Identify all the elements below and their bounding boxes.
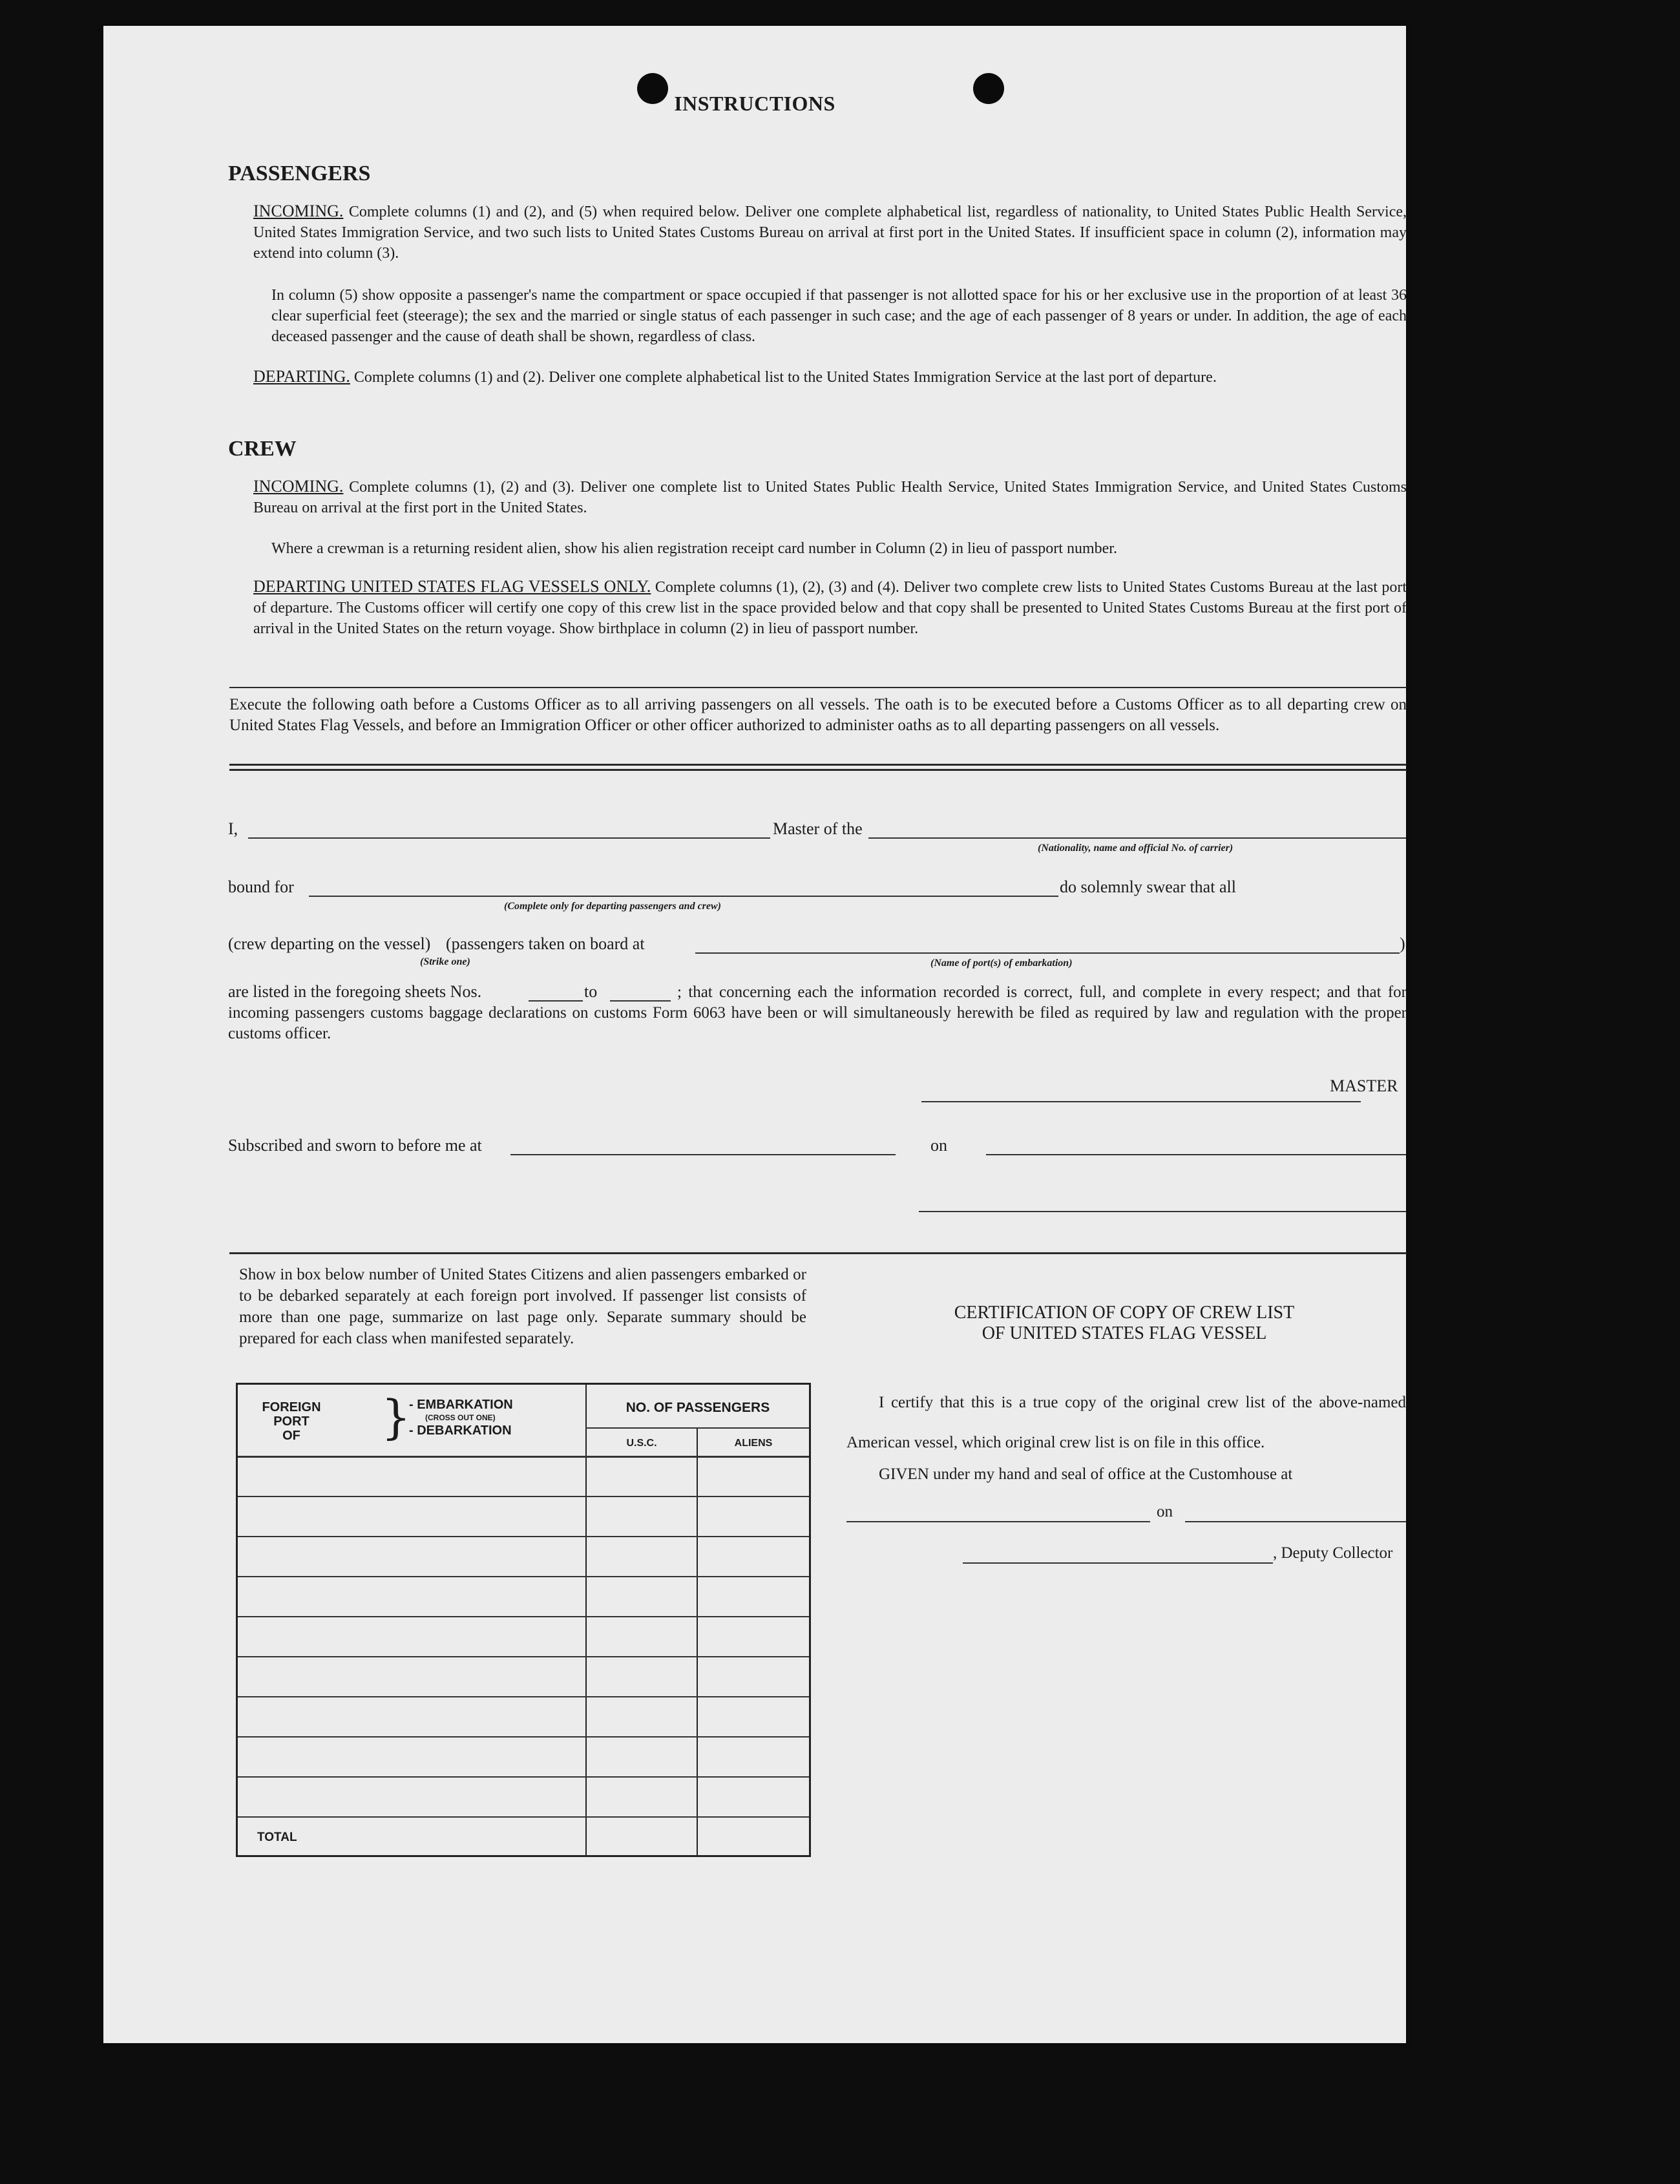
listed-text-content: ; that concerning each the information recorded is correct, full, and complete in every respect; and that for incoming passengers customs baggage declarations on customs Form 6063 have been or will simultaneously herewith be filed as required by law and regulation with the proper customs officer. xyxy=(228,983,1407,1042)
passengers-incoming-paragraph xyxy=(253,201,1407,264)
table-row xyxy=(238,1616,809,1617)
crew-departing-text: Complete columns (1), (2), (3) and (4). Deliver two complete crew lists to United States Customs Bureau at the last port of departure. The Customs officer will certify one copy of this crew list in the space provided below and that copy shall be presented to United States Customs Bureau at the first port of arrival in the United States on the return voyage. Show birthplace in column (2) in lieu of passport number. xyxy=(253,579,1407,637)
table-row xyxy=(238,1736,809,1738)
officer-signature-field[interactable] xyxy=(919,1211,1406,1212)
master-of-label: Master of the xyxy=(773,819,863,838)
passengers-column5-paragraph: In column (5) show opposite a passenger's name the compartment or space occupied if that passenger is not allotted space for his or her exclusive use in the proportion of at least 36 clear superficial feet (steerage); the sex and the married or single status of each passenger in such case; and the age of each passenger of 8 years or under. In addition, the age of each deceased passenger and the cause of death shall be shown, regardless of class. xyxy=(271,287,1407,345)
total-label: TOTAL xyxy=(257,1831,297,1844)
given-text: GIVEN under my hand and seal of office at the Customhouse at xyxy=(879,1465,1293,1483)
crew-departing-paragraph xyxy=(253,576,1407,639)
certification-date-field[interactable] xyxy=(1185,1521,1406,1522)
crew-departing-label: DEPARTING UNITED STATES FLAG VESSELS ONLY. xyxy=(253,577,651,596)
passengers-incoming-text: Complete columns (1) and (2), and (5) when required below. Deliver one complete alphabetical list, regardless of nationality, to United States Public Health Service, United States Immigration Service, and two such lists to United States Customs Bureau on arrival at first port in the United States. If insufficient space in column (2), information may extend into column (3). xyxy=(253,204,1407,262)
double-divider-top xyxy=(229,764,1407,766)
certification-text: I certify that this is a true copy of the original crew list of the above-named American vessel, which original crew list is on file in this office. xyxy=(846,1394,1406,1451)
usc-header: U.S.C. xyxy=(626,1438,657,1449)
subscribed-on-label: on xyxy=(930,1136,947,1155)
table-row xyxy=(238,1496,809,1497)
crew-resident-paragraph: Where a crewman is a returning resident alien, show his alien registration receipt card number in Column (2) in lieu of passport number. xyxy=(271,540,1117,557)
form-page xyxy=(103,26,1406,2043)
crew-incoming-paragraph xyxy=(253,476,1407,518)
crew-heading: CREW xyxy=(228,437,297,461)
certification-heading-line1: CERTIFICATION OF COPY OF CREW LIST xyxy=(954,1303,1295,1323)
double-divider-bottom xyxy=(229,769,1407,771)
deputy-signature-field[interactable] xyxy=(963,1562,1273,1564)
header-port-line1: FOREIGN xyxy=(262,1400,321,1414)
passengers-heading: PASSENGERS xyxy=(228,162,371,185)
crew-incoming-label: INCOMING. xyxy=(253,477,344,496)
nationality-caption: (Nationality, name and official No. of carrier) xyxy=(1038,843,1234,854)
passenger-summary-table xyxy=(236,1383,811,1857)
swear-label: do solemnly swear that all xyxy=(1060,877,1236,896)
customhouse-field[interactable] xyxy=(846,1521,1150,1522)
master-signature-field[interactable] xyxy=(921,1101,1361,1102)
table-row xyxy=(238,1696,809,1697)
embarkation-ports-field[interactable] xyxy=(695,952,1400,954)
bound-for-label: bound for xyxy=(228,877,294,896)
header-port-line2: PORT xyxy=(273,1414,310,1429)
passengers-departing-paragraph xyxy=(253,366,1407,388)
complete-only-caption: (Complete only for departing passengers and crew) xyxy=(504,901,721,912)
table-row xyxy=(238,1776,809,1778)
oath-instruction: Execute the following oath before a Customs Officer as to all arriving passengers on all vessels. The oath is to be executed before a Customs Officer as to all departing crew on United States Flag Vessels, and before an Immigration Officer or other officer authorized to administer oaths as to all departing passengers on all vessels. xyxy=(229,696,1407,734)
subscribed-place-field[interactable] xyxy=(510,1154,896,1155)
table-row xyxy=(238,1536,809,1537)
crew-departing-label: (crew departing on the vessel) xyxy=(228,934,431,953)
cross-out-caption: (CROSS OUT ONE) xyxy=(425,1413,496,1422)
master-name-field[interactable] xyxy=(248,837,770,839)
debarkation-label: - DEBARKATION xyxy=(409,1423,512,1438)
table-row xyxy=(238,1816,809,1818)
header-port-line3: OF xyxy=(282,1429,300,1443)
listed-label: are listed in the foregoing sheets Nos. xyxy=(228,982,482,1001)
certification-on-label: on xyxy=(1157,1503,1173,1520)
brace-icon: } xyxy=(381,1390,411,1444)
section-divider xyxy=(229,1252,1407,1254)
bound-for-field[interactable] xyxy=(309,896,1058,897)
summary-instruction: Show in box below number of United States Citizens and alien passengers embarked or to be debarked separately at each foreign port involved. If passenger list consists of more than one page, summarize on last page only. Separate summary should be prepared for each class when manifested separately. xyxy=(239,1266,806,1347)
header-subdivider xyxy=(585,1427,809,1429)
passengers-count-header: NO. OF PASSENGERS xyxy=(625,1400,770,1415)
oath-i-label: I, xyxy=(228,819,238,838)
passengers-departing-label: DEPARTING. xyxy=(253,367,350,386)
strike-one-caption: (Strike one) xyxy=(420,956,470,967)
carrier-field[interactable] xyxy=(868,837,1406,839)
passengers-taken-label: (passengers taken on board at xyxy=(446,934,645,953)
table-row xyxy=(238,1576,809,1577)
table-row xyxy=(238,1656,809,1657)
close-paren: ) xyxy=(1400,934,1405,953)
deputy-collector-label: , Deputy Collector xyxy=(1273,1544,1393,1562)
subscribed-label: Subscribed and sworn to before me at xyxy=(228,1136,482,1155)
listed-text xyxy=(228,982,1407,1044)
crew-incoming-text: Complete columns (1), (2) and (3). Deliver one complete list to United States Public Health Service, United States Immigration Service, and United States Customs Bureau on arrival at the first port in the United States. xyxy=(253,479,1407,516)
master-label: MASTER xyxy=(1330,1076,1398,1095)
to-label: to xyxy=(584,982,598,1001)
aliens-header: ALIENS xyxy=(734,1438,773,1449)
embarkation-label: - EMBARKATION xyxy=(409,1398,513,1412)
divider xyxy=(229,687,1407,688)
passengers-departing-text: Complete columns (1) and (2). Deliver one complete alphabetical list to the United States Immigration Service at the last port of departure. xyxy=(353,369,1217,386)
table-row xyxy=(238,1456,809,1458)
certification-heading-line2: OF UNITED STATES FLAG VESSEL xyxy=(982,1323,1267,1343)
subscribed-date-field[interactable] xyxy=(986,1154,1406,1155)
col-divider-usc xyxy=(697,1429,698,1855)
ports-caption: (Name of port(s) of embarkation) xyxy=(930,958,1073,969)
passengers-incoming-label: INCOMING. xyxy=(253,202,344,220)
page-title: INSTRUCTIONS xyxy=(674,92,835,115)
